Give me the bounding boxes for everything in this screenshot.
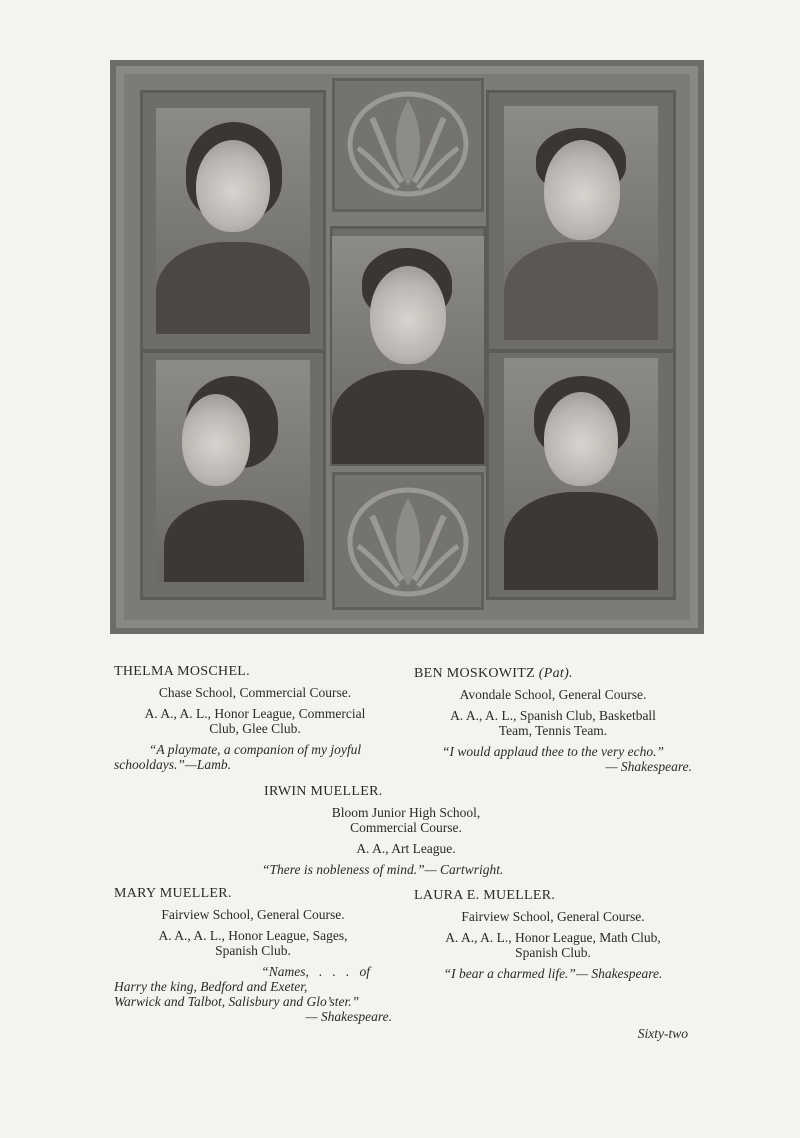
student-activities: A. A., A. L., Honor League, Sages, Spanish Club. xyxy=(158,928,348,958)
student-quote: “There is nobleness of mind.”— Cartwright. xyxy=(262,862,504,877)
entry-ben-moskowitz xyxy=(414,666,692,774)
page-number: Sixty-two xyxy=(637,1026,688,1041)
student-nickname: (Pat). xyxy=(538,666,573,681)
student-school: Fairview School, General Course. xyxy=(161,907,345,922)
entry-thelma-moschel xyxy=(114,664,396,772)
student-activities: A. A., A. L., Honor League, Commercial Club, Glee Club. xyxy=(144,706,366,736)
student-quote: “Names, . . . of Harry the king, Bedford and Exeter, Warwick and Talbot, Salisbury and Glo’ster.” — Shakespeare. xyxy=(114,964,392,1024)
entry-mary-mueller xyxy=(114,886,392,1024)
photo-plate xyxy=(110,60,704,634)
portrait-irwin-mueller xyxy=(332,236,484,464)
portrait-mary-mueller xyxy=(156,360,310,582)
student-school: Fairview School, General Course. xyxy=(461,909,645,924)
student-name: IRWIN MUELLER. xyxy=(264,784,383,799)
portrait-laura-mueller xyxy=(504,358,658,590)
student-name: BEN MOSKOWITZ (Pat). xyxy=(414,666,573,681)
student-school: Avondale School, General Course. xyxy=(459,687,647,702)
student-activities: A. A., Art League. xyxy=(356,841,456,856)
student-quote: “I would applaud thee to the very echo.” — Shakespeare. xyxy=(442,744,692,774)
student-name: THELMA MOSCHEL. xyxy=(114,664,250,679)
student-name: MARY MUELLER. xyxy=(114,886,232,901)
student-name: LAURA E. MUELLER. xyxy=(414,888,556,903)
student-activities: A. A., A. L., Spanish Club, Basketball Team, Tennis Team. xyxy=(450,708,656,738)
portrait-thelma-moschel xyxy=(156,108,310,334)
ornament-top xyxy=(332,78,484,212)
portrait-ben-moskowitz xyxy=(504,106,658,340)
entry-irwin-mueller xyxy=(264,784,564,877)
student-quote: “A playmate, a companion of my joyful schooldays.”—Lamb. xyxy=(114,742,362,772)
ornament-bottom xyxy=(332,472,484,610)
student-school: Bloom Junior High School, Commercial Course. xyxy=(331,805,481,835)
student-school: Chase School, Commercial Course. xyxy=(158,685,352,700)
entry-laura-mueller xyxy=(414,888,692,981)
student-quote: “I bear a charmed life.”— Shakespeare. xyxy=(443,966,663,981)
student-activities: A. A., A. L., Honor League, Math Club, Spanish Club. xyxy=(445,930,661,960)
